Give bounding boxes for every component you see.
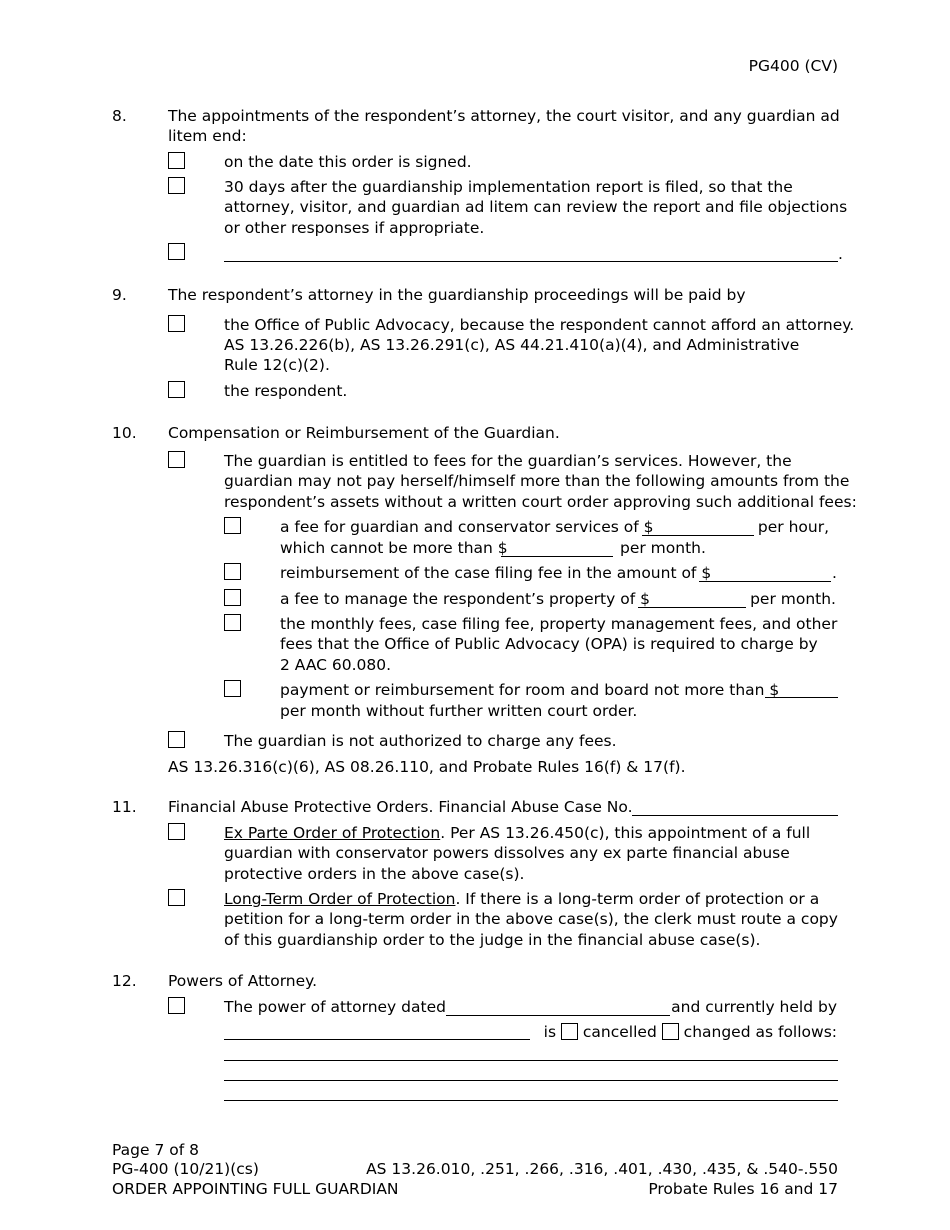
is-label: is xyxy=(543,1023,557,1041)
item-8-text-line-2: litem end: xyxy=(168,127,247,145)
footer-rules: Probate Rules 16 and 17 xyxy=(648,1180,838,1198)
item-11-option-b-line-2: petition for a long-term order in the above case(s), the clerk must route a copy xyxy=(224,910,838,928)
item-9-option-b-label: the respondent. xyxy=(224,382,348,400)
item-10-sub-2-checkbox[interactable] xyxy=(224,563,241,580)
item-12-option-checkbox[interactable] xyxy=(168,997,185,1014)
item-9-option-a-line-3: Rule 12(c)(2). xyxy=(224,356,330,374)
item-10-option-b-label: The guardian is not authorized to charge any fees. xyxy=(224,732,617,750)
item-8-text-line-1: The appointments of the respondent’s attorney, the court visitor, and any guardian ad xyxy=(168,107,840,125)
footer-form-number: PG-400 (10/21)(cs) xyxy=(112,1160,259,1178)
item-10-sub-4-line-3: 2 AAC 60.080. xyxy=(280,656,392,674)
hourly-fee-blank[interactable] xyxy=(642,535,754,536)
ex-parte-title: Ex Parte Order of Protection xyxy=(224,824,441,842)
item-10-sub-1-line-2: which cannot be more than $ xyxy=(280,539,508,557)
item-10-sub-2-period: . xyxy=(832,564,837,582)
item-9-option-a-line-2: AS 13.26.226(b), AS 13.26.291(c), AS 44.21.410(a)(4), and Administrative xyxy=(224,336,800,354)
item-10-number: 10. xyxy=(112,424,137,442)
item-11-option-a-checkbox[interactable] xyxy=(168,823,185,840)
item-8-option-c-period: . xyxy=(838,245,843,263)
ex-parte-rest: . Per AS 13.26.450(c), this appointment of a full xyxy=(440,824,811,842)
changed-label: changed as follows: xyxy=(683,1023,837,1041)
item-11-number: 11. xyxy=(112,798,137,816)
item-10-text: Compensation or Reimbursement of the Guardian. xyxy=(168,424,560,442)
item-11-option-a-line-1 xyxy=(224,823,810,843)
footer-statutes: AS 13.26.010, .251, .266, .316, .401, .430, .435, & .540-.550 xyxy=(366,1160,838,1178)
item-8-option-a-checkbox[interactable] xyxy=(168,152,185,169)
item-10-option-a-line-3: respondent’s assets without a written court order approving such additional fees: xyxy=(224,493,857,511)
long-term-rest: . If there is a long-term order of protection or a xyxy=(455,890,820,908)
item-9-option-b-checkbox[interactable] xyxy=(168,381,185,398)
poa-changes-line-1[interactable] xyxy=(224,1060,838,1061)
item-10-sub-5-line-2: per month without further written court order. xyxy=(280,702,638,720)
cancelled-checkbox[interactable] xyxy=(561,1023,578,1040)
item-11-option-b-line-1 xyxy=(224,889,819,909)
item-12-option-text: The power of attorney dated xyxy=(224,998,446,1016)
item-10-sub-3-checkbox[interactable] xyxy=(224,589,241,606)
item-8-option-b-line-1: 30 days after the guardianship implementation report is filed, so that the xyxy=(224,178,793,196)
item-10-option-a-line-2: guardian may not pay herself/himself more than the following amounts from the xyxy=(224,472,850,490)
item-10-sub-5-checkbox[interactable] xyxy=(224,680,241,697)
cancelled-label: cancelled xyxy=(582,1023,657,1041)
poa-changes-line-3[interactable] xyxy=(224,1100,838,1101)
item-10-sub-3-text: a fee to manage the respondent’s property of $ xyxy=(280,590,650,608)
item-12-status-line xyxy=(544,1022,837,1042)
item-10-sub-1-checkbox[interactable] xyxy=(224,517,241,534)
item-11-text: Financial Abuse Protective Orders. Financial Abuse Case No. xyxy=(168,798,633,816)
item-10-sub-1-line-2-unit: per month. xyxy=(620,539,706,557)
item-10-option-a-checkbox[interactable] xyxy=(168,451,185,468)
item-8-option-b-checkbox[interactable] xyxy=(168,177,185,194)
item-10-option-b-checkbox[interactable] xyxy=(168,731,185,748)
item-11-option-b-line-3: of this guardianship order to the judge in the financial abuse case(s). xyxy=(224,931,761,949)
footer-page-number: Page 7 of 8 xyxy=(112,1141,199,1159)
item-10-sub-3-unit: per month. xyxy=(750,590,836,608)
item-10-sub-2-text: reimbursement of the case filing fee in the amount of $ xyxy=(280,564,712,582)
poa-changes-line-2[interactable] xyxy=(224,1080,838,1081)
poa-date-blank[interactable] xyxy=(446,1015,670,1016)
long-term-title: Long-Term Order of Protection xyxy=(224,890,456,908)
property-fee-blank[interactable] xyxy=(638,607,746,608)
item-10-sub-4-line-2: fees that the Office of Public Advocacy (OPA) is required to charge by xyxy=(280,635,818,653)
item-9-text: The respondent’s attorney in the guardianship proceedings will be paid by xyxy=(168,286,746,304)
item-8-option-b-line-3: or other responses if appropriate. xyxy=(224,219,485,237)
item-10-sub-5-text: payment or reimbursement for room and board not more than $ xyxy=(280,681,780,699)
item-12-text: Powers of Attorney. xyxy=(168,972,318,990)
item-10-option-a-line-1: The guardian is entitled to fees for the guardian’s services. However, the xyxy=(224,452,792,470)
filing-fee-blank[interactable] xyxy=(699,581,831,582)
room-board-blank[interactable] xyxy=(765,697,838,698)
item-8-option-c-blank[interactable] xyxy=(224,261,838,262)
item-9-option-a-line-1: the Office of Public Advocacy, because the respondent cannot afford an attorney. xyxy=(224,316,855,334)
item-12-number: 12. xyxy=(112,972,137,990)
item-11-option-a-line-2: guardian with conservator powers dissolves any ex parte financial abuse xyxy=(224,844,790,862)
item-10-sub-4-checkbox[interactable] xyxy=(224,614,241,631)
item-9-number: 9. xyxy=(112,286,127,304)
item-11-option-a-line-3: protective orders in the above case(s). xyxy=(224,865,525,883)
footer-form-title: ORDER APPOINTING FULL GUARDIAN xyxy=(112,1180,399,1198)
item-10-sub-4-line-1: the monthly fees, case filing fee, property management fees, and other xyxy=(280,615,838,633)
item-11-option-b-checkbox[interactable] xyxy=(168,889,185,906)
form-code: PG400 (CV) xyxy=(748,57,838,75)
item-8-number: 8. xyxy=(112,107,127,125)
financial-abuse-case-no-blank[interactable] xyxy=(632,815,838,816)
item-8-option-b-line-2: attorney, visitor, and guardian ad litem can review the report and file objections xyxy=(224,198,848,216)
item-8-option-a-label: on the date this order is signed. xyxy=(224,153,472,171)
item-10-sub-1-unit: per hour, xyxy=(757,518,829,536)
item-10-sub-1-text: a fee for guardian and conservator services of $ xyxy=(280,518,654,536)
changed-checkbox[interactable] xyxy=(662,1023,679,1040)
poa-holder-blank[interactable] xyxy=(224,1039,530,1040)
item-12-option-held-by: and currently held by xyxy=(671,998,837,1016)
item-9-option-a-checkbox[interactable] xyxy=(168,315,185,332)
item-8-option-c-checkbox[interactable] xyxy=(168,243,185,260)
monthly-cap-blank[interactable] xyxy=(501,556,613,557)
item-10-authority: AS 13.26.316(c)(6), AS 08.26.110, and Probate Rules 16(f) & 17(f). xyxy=(168,758,686,776)
